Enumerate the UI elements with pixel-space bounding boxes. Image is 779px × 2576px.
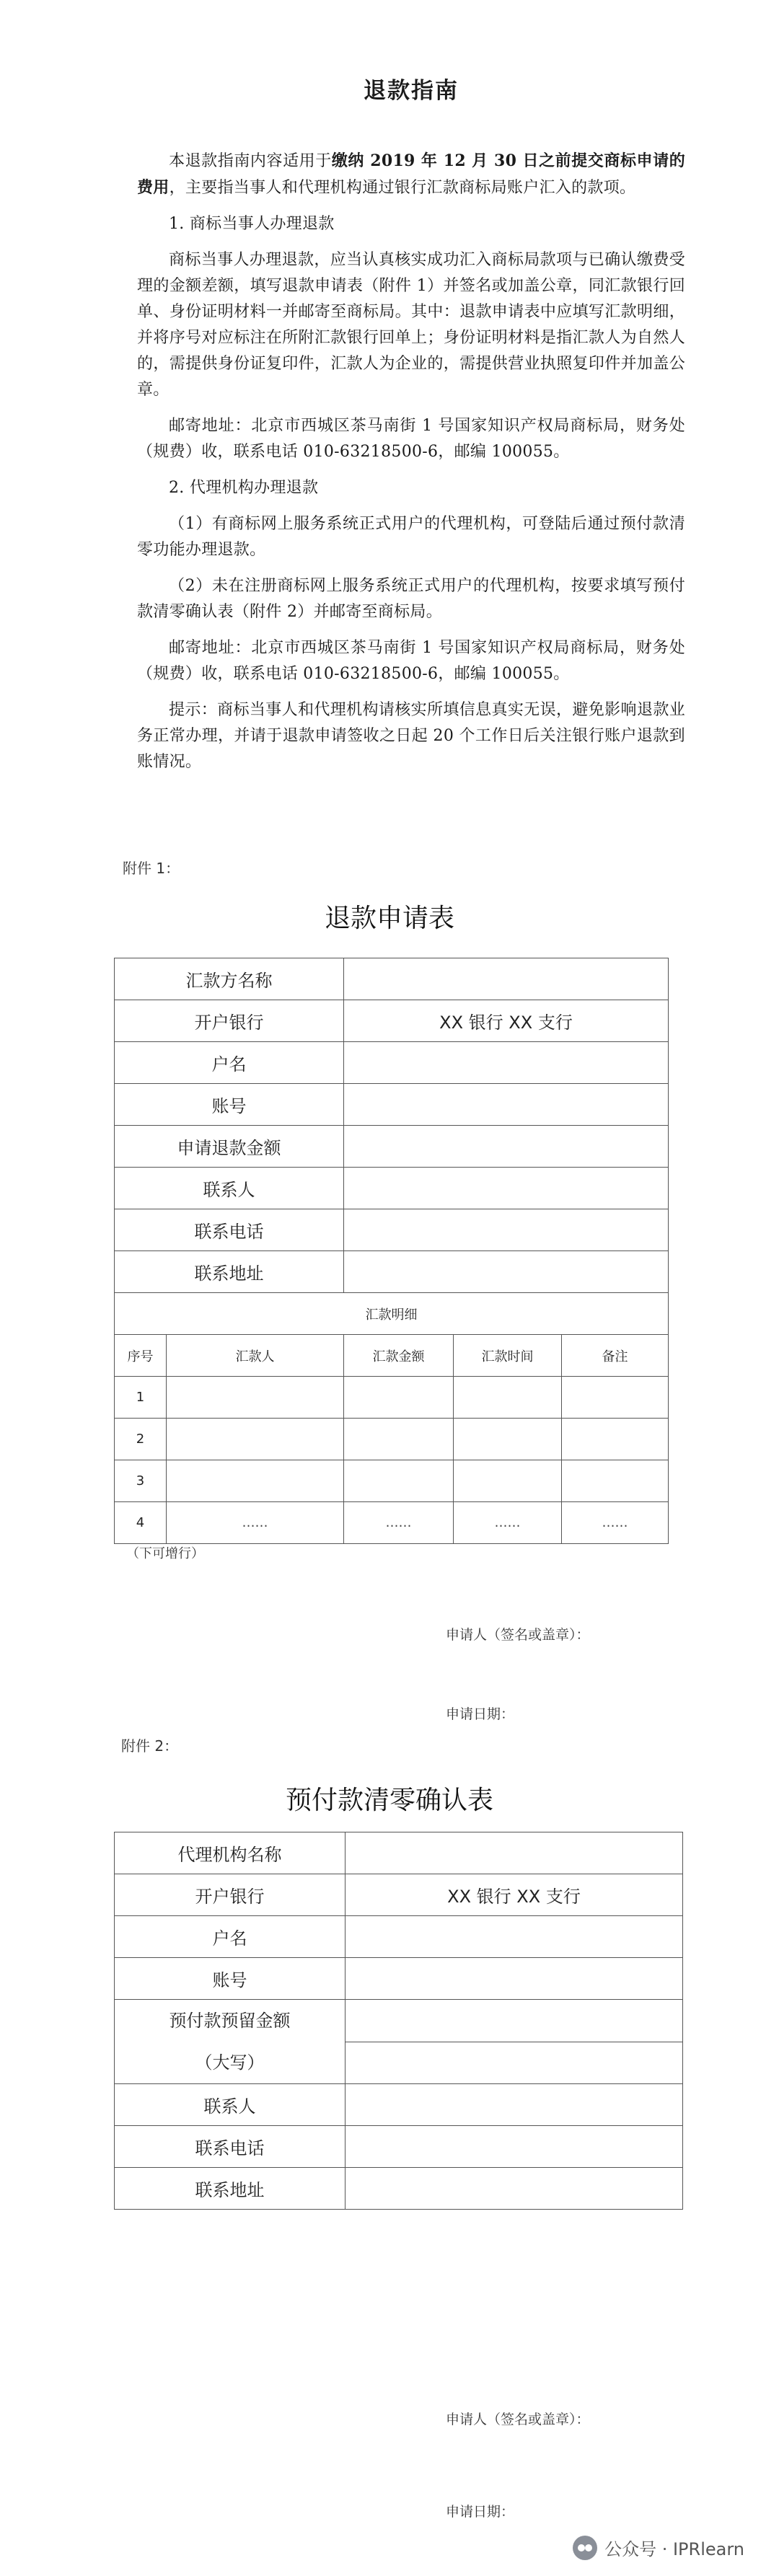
form-row-account-name xyxy=(115,1042,669,1084)
guide-title: 退款指南 xyxy=(364,78,459,104)
detail-title: 汇款明细 xyxy=(115,1293,669,1335)
annex2-application-date: 申请日期： xyxy=(446,2504,515,2520)
section2-heading: 2. 代理机构办理退款 xyxy=(169,479,319,497)
detail-cell[interactable] xyxy=(454,1419,562,1460)
row-value[interactable] xyxy=(344,1084,669,1126)
row-value[interactable]: XX 银行 XX 支行 xyxy=(344,1000,669,1042)
guide-intro xyxy=(137,148,685,201)
section1-heading: 1. 商标当事人办理退款 xyxy=(169,215,335,233)
detail-cell: 2 xyxy=(115,1419,167,1460)
refund-application-table xyxy=(114,958,669,1544)
section1-address: 邮寄地址：北京市西城区茶马南街 1 号国家知识产权局商标局，财务处（规费）收，联系电话 010-63218500-6，邮编 100055。 xyxy=(137,417,685,461)
detail-cell[interactable] xyxy=(167,1377,344,1419)
form-row-reserved-amount xyxy=(115,2000,683,2042)
annex1-application-date: 申请日期： xyxy=(446,1706,515,1722)
section2-item1: （1）有商标网上服务系统正式用户的代理机构，可登陆后通过预付款清零功能办理退款。 xyxy=(137,515,685,559)
row-label: 代理机构名称 xyxy=(115,1832,346,1874)
detail-header-remitter: 汇款人 xyxy=(167,1335,344,1377)
row-value[interactable] xyxy=(346,1916,683,1958)
detail-header-row xyxy=(115,1335,669,1377)
detail-cell[interactable] xyxy=(167,1460,344,1502)
row-label: 开户银行 xyxy=(115,1874,346,1916)
row-value[interactable] xyxy=(344,1168,669,1209)
detail-title-row xyxy=(115,1293,669,1335)
annex2-title: 预付款清零确认表 xyxy=(285,1786,493,1815)
detail-cell[interactable]: …… xyxy=(562,1502,669,1544)
form-row-contact-person xyxy=(115,2084,683,2126)
row-label: 申请退款金额 xyxy=(115,1126,344,1168)
form-row-contact-phone xyxy=(115,1209,669,1251)
form-row-agency-name xyxy=(115,1832,683,1874)
watermark-text: 公众号 · IPRlearn xyxy=(604,2539,744,2559)
form-row-account-number xyxy=(115,1958,683,2000)
detail-cell[interactable] xyxy=(454,1377,562,1419)
row-label: 账号 xyxy=(115,1958,346,2000)
row-label: 联系地址 xyxy=(115,2168,346,2210)
reserved-amount-label-line2: （大写） xyxy=(195,2052,265,2073)
table-row xyxy=(115,1502,669,1544)
guide-intro-a: 本退款指南内容适用于 xyxy=(169,152,332,170)
row-label: 联系地址 xyxy=(115,1251,344,1293)
row-value[interactable] xyxy=(346,1832,683,1874)
section2-address: 邮寄地址：北京市西城区茶马南街 1 号国家知识产权局商标局，财务处（规费）收，联系电话 010-63218500-6，邮编 100055。 xyxy=(137,639,685,683)
section2-item2: （2）未在注册商标网上服务系统正式用户的代理机构，按要求填写预付款清零确认表（附件 2）并邮寄至商标局。 xyxy=(137,577,685,621)
detail-cell[interactable] xyxy=(167,1419,344,1460)
guide-tip: 提示：商标当事人和代理机构请核实所填信息真实无误，避免影响退款业务正常办理，并请于退款申请签收之日起 20 个工作日后关注银行账户退款到账情况。 xyxy=(137,701,685,771)
add-rows-note: （下可增行） xyxy=(126,1546,204,1561)
row-value[interactable] xyxy=(346,1958,683,2000)
detail-header-remark: 备注 xyxy=(562,1335,669,1377)
table-row xyxy=(115,1419,669,1460)
form-row-remitter-name xyxy=(115,958,669,1000)
detail-cell[interactable]: …… xyxy=(344,1502,454,1544)
row-label: 开户银行 xyxy=(115,1000,344,1042)
detail-cell[interactable] xyxy=(562,1419,669,1460)
section1-body: 商标当事人办理退款，应当认真核实成功汇入商标局款项与已确认缴费受理的金额差额，填写退款申请表（附件 1）并签名或加盖公章，同汇款银行回单、身份证明材料一并邮寄至商标局。其中：退款申请表中应填写汇款明细，并将序号对应标注在所附汇款银行回单上；身份证明材料是指汇款人为自然人的，需提供身份证复印件，汇款人为企业的，需提供营业执照复印件并加盖公章。 xyxy=(137,251,685,399)
prepayment-clearing-table xyxy=(114,1832,683,2210)
detail-cell[interactable]: …… xyxy=(454,1502,562,1544)
row-value[interactable] xyxy=(344,1251,669,1293)
table-row xyxy=(115,1460,669,1502)
detail-cell[interactable] xyxy=(562,1460,669,1502)
form-row-contact-address xyxy=(115,2168,683,2210)
wechat-icon xyxy=(573,2536,597,2560)
detail-header-time: 汇款时间 xyxy=(454,1335,562,1377)
guide-intro-c: ，主要指当事人和代理机构通过银行汇款商标局账户汇入的款项。 xyxy=(169,179,636,197)
detail-cell[interactable] xyxy=(454,1460,562,1502)
reserved-amount-label xyxy=(115,2000,346,2084)
reserved-amount-label-line1: 预付款预留金额 xyxy=(169,2011,291,2031)
detail-header-index: 序号 xyxy=(115,1335,167,1377)
row-label: 户名 xyxy=(115,1916,346,1958)
row-value[interactable] xyxy=(346,2168,683,2210)
row-label: 联系人 xyxy=(115,1168,344,1209)
row-value[interactable] xyxy=(346,2084,683,2126)
detail-cell[interactable]: …… xyxy=(167,1502,344,1544)
annex1-label: 附件 1： xyxy=(123,860,180,877)
row-label: 联系电话 xyxy=(115,1209,344,1251)
detail-cell: 3 xyxy=(115,1460,167,1502)
row-value[interactable] xyxy=(344,1042,669,1084)
form-row-contact-address xyxy=(115,1251,669,1293)
annex1-applicant-signature: 申请人（签名或盖章）： xyxy=(446,1627,590,1643)
row-label: 联系电话 xyxy=(115,2126,346,2168)
form-row-account-name xyxy=(115,1916,683,1958)
row-value[interactable] xyxy=(344,1126,669,1168)
detail-cell: 4 xyxy=(115,1502,167,1544)
row-label: 户名 xyxy=(115,1042,344,1084)
refund-guide xyxy=(137,72,685,785)
row-label: 联系人 xyxy=(115,2084,346,2126)
form-row-refund-amount xyxy=(115,1126,669,1168)
row-value[interactable] xyxy=(344,1209,669,1251)
detail-cell[interactable] xyxy=(344,1460,454,1502)
detail-cell[interactable] xyxy=(562,1377,669,1419)
form-row-account-number xyxy=(115,1084,669,1126)
reserved-amount-capital-value[interactable] xyxy=(346,2042,683,2084)
detail-cell[interactable] xyxy=(344,1377,454,1419)
row-value[interactable] xyxy=(346,2126,683,2168)
form-row-bank xyxy=(115,1000,669,1042)
row-label: 汇款方名称 xyxy=(115,958,344,1000)
annex2-label: 附件 2： xyxy=(121,1737,179,1755)
annex2-applicant-signature: 申请人（签名或盖章）： xyxy=(446,2412,590,2427)
row-label: 账号 xyxy=(115,1084,344,1126)
form-row-bank xyxy=(115,1874,683,1916)
guide-intro-b: 缴纳 2019 年 12 月 30 日之前提交商标申请的费用 xyxy=(137,151,685,197)
detail-cell[interactable] xyxy=(344,1419,454,1460)
detail-cell: 1 xyxy=(115,1377,167,1419)
form-row-contact-phone xyxy=(115,2126,683,2168)
watermark xyxy=(573,2535,744,2560)
row-value[interactable] xyxy=(344,958,669,1000)
form-row-contact-person xyxy=(115,1168,669,1209)
annex1-title: 退款申请表 xyxy=(324,904,454,933)
detail-header-amount: 汇款金额 xyxy=(344,1335,454,1377)
row-value[interactable]: XX 银行 XX 支行 xyxy=(346,1874,683,1916)
reserved-amount-value[interactable] xyxy=(346,2000,683,2042)
table-row xyxy=(115,1377,669,1419)
